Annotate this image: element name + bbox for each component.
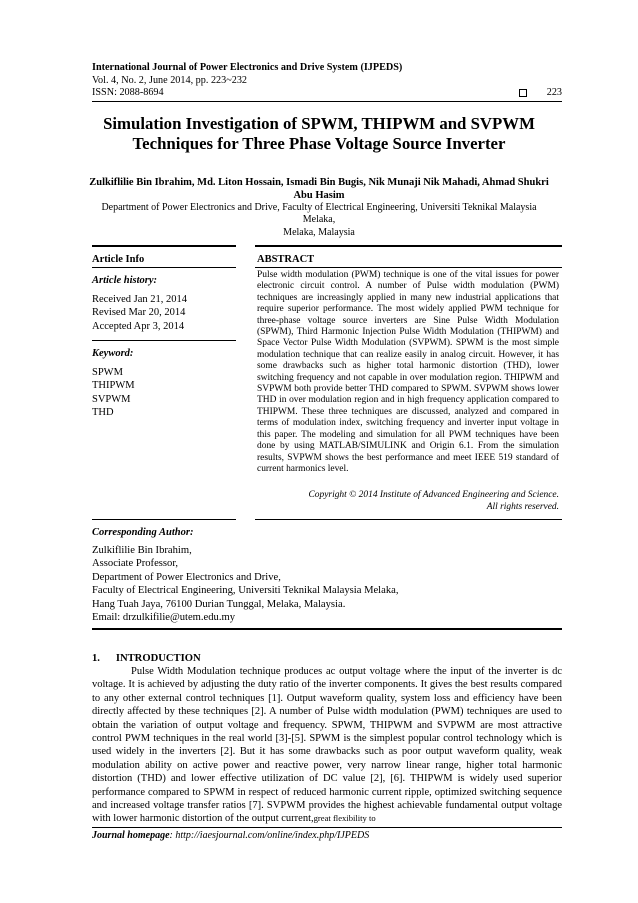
keyword-item: THIPWM [92, 380, 135, 392]
keyword-heading: Keyword: [92, 348, 134, 359]
corresponding-heading: Corresponding Author: [92, 527, 194, 538]
abstract-text: Pulse width modulation (PWM) technique is one of the vital issues for power electronic circuit control. A number of Pulse width modulation (PWM) techniques are increasingly applied in many new industrial applications that require superior performance. The most widely applied PWM technique for three-phase voltage source inverters are Sine Pulse Width Modulation (SPWM), Third Harmonic Injection Pulse Width Modulation (THIPWM) and Space Vector Pulse Width Modulation (SVPWM). SPWM is the most simple modulation technique that can realize easily in analog circuit. However, it has some drawbacks such as higher total harmonic distortion (THD), lower switching frequency and not capable in over modulation region. THIPWM and SVPWM both provide better THD compared to SPWM. SVPWM shows lower THD in over modulation region and in high frequency application compared to THIPWM. These three techniques are discussed, analyzed and compared in terms of modulation index, switching frequency and inverter input voltage in this paper. The modeling and simulation for all PWM techniques have been done by using MATLAB/SIMULINK and Origin 6.1. From the simulation results, SVPWM shows the best performance and meet IEEE 519 standard of current harmonics level. [257, 270, 559, 474]
copyright [257, 490, 559, 513]
keyword-item: SPWM [92, 367, 123, 378]
authors-line: Abu Hasim [293, 189, 345, 201]
corresponding-line: Associate Professor, [92, 558, 179, 570]
article-info-heading: Article Info [92, 254, 145, 265]
introduction-text-tail: great flexibility to [313, 813, 376, 824]
history-rule [92, 340, 236, 341]
footer-label: Journal homepage [92, 830, 170, 841]
corresponding-bottom-rule [92, 628, 562, 630]
authors [84, 177, 554, 203]
title-line: Simulation Investigation of SPWM, THIPWM and SVPWM [103, 114, 535, 133]
keyword-item: THD [92, 407, 114, 419]
issn: ISSN: 2088-8694 [92, 87, 164, 99]
article-info-top-rule [92, 245, 236, 247]
footer-rule [92, 827, 562, 828]
copyright-line: Copyright © 2014 Institute of Advanced Engineering and Science. [308, 490, 559, 500]
abstract-top-rule [255, 245, 562, 247]
paper-title [80, 114, 558, 154]
corresponding-line: Department of Power Electronics and Drive, [92, 571, 281, 583]
received-date: Received Jan 21, 2014 [92, 294, 188, 305]
abstract-bottom-rule [255, 519, 562, 520]
revised-date: Revised Mar 20, 2014 [92, 307, 186, 319]
corresponding-email: Email: drzulkifilie@utem.edu.my [92, 612, 236, 624]
journal-name: International Journal of Power Electronics and Drive System (IJPEDS) [92, 62, 403, 73]
header-rule [92, 101, 562, 102]
volume-info: Vol. 4, No. 2, June 2014, pp. 223~232 [92, 74, 248, 86]
corresponding-line: Zulkiflilie Bin Ibrahim, [92, 545, 192, 556]
abstract-heading: ABSTRACT [257, 254, 315, 265]
keyword-list [92, 366, 135, 420]
journal-homepage-link[interactable]: : http://iaesjournal.com/online/index.php/IJPEDS [169, 830, 370, 841]
affiliation-line: Department of Power Electronics and Drive, Faculty of Electrical Engineering, Universiti Teknikal Malaysia Melaka, [101, 202, 537, 226]
keyword-item: SVPWM [92, 393, 131, 405]
introduction-text: Pulse Width Modulation technique produces ac output voltage where the input of the inverter is dc voltage. It is achieved by adjusting the duty ratio of the inverter components. It gives the best results compared to any other external control techniques [1]. Output waveform quality, system loss and efficiency have been directly affected by these techniques [2]. A number of Pulse width modulation (PWM) techniques are used to obtain the variation of output voltage and frequency. SPWM, THIPWM and SVPWM are most attractive control PWM techniques in the real world [3]-[5]. SPWM is the simplest popular control technology which is used widely in the inverters [2]. But it has some drawbacks such as poor output waveform quality, weak modulation ability on active power and reactive power, very narrow linear range, higher total harmonic distortion (THD) and lower effective utilization of DC value [2], [6]. THIPWM is widely used superior performance compared to SPWM in respect of reduced harmonic current ripple, optimized switching sequence and increased voltage transfer ratios [7]. SVPWM provides the highest achievable fundamental output voltage with lower harmonic distortion of the output current, [92, 666, 562, 825]
copyright-line: All rights reserved. [486, 501, 559, 512]
introduction-heading: 1. INTRODUCTION [92, 653, 201, 664]
page-number: 223 [546, 87, 562, 99]
article-info-heading-rule [92, 267, 236, 268]
abstract-heading-rule [255, 267, 562, 268]
history-heading: Article history: [92, 275, 158, 286]
checkbox-icon [519, 89, 527, 97]
corresponding-line: Faculty of Electrical Engineering, Universiti Teknikal Malaysia Melaka, [92, 585, 399, 597]
history-list [92, 293, 187, 333]
article-info-bottom-rule [92, 519, 236, 520]
corresponding-line: Hang Tuah Jaya, 76100 Durian Tunggal, Melaka, Malaysia. [92, 598, 346, 610]
accepted-date: Accepted Apr 3, 2014 [92, 320, 185, 332]
corresponding-details [92, 544, 562, 624]
title-line: Techniques for Three Phase Voltage Source Inverter [132, 134, 506, 153]
footer [92, 830, 369, 841]
authors-line: Zulkiflilie Bin Ibrahim, Md. Liton Hossain, Ismadi Bin Bugis, Nik Munaji Nik Mahadi, Ahmad Shukri [89, 177, 549, 188]
introduction-body [92, 665, 562, 826]
affiliation-line: Melaka, Malaysia [283, 226, 355, 238]
affiliation [84, 202, 554, 239]
journal-header [92, 62, 562, 100]
